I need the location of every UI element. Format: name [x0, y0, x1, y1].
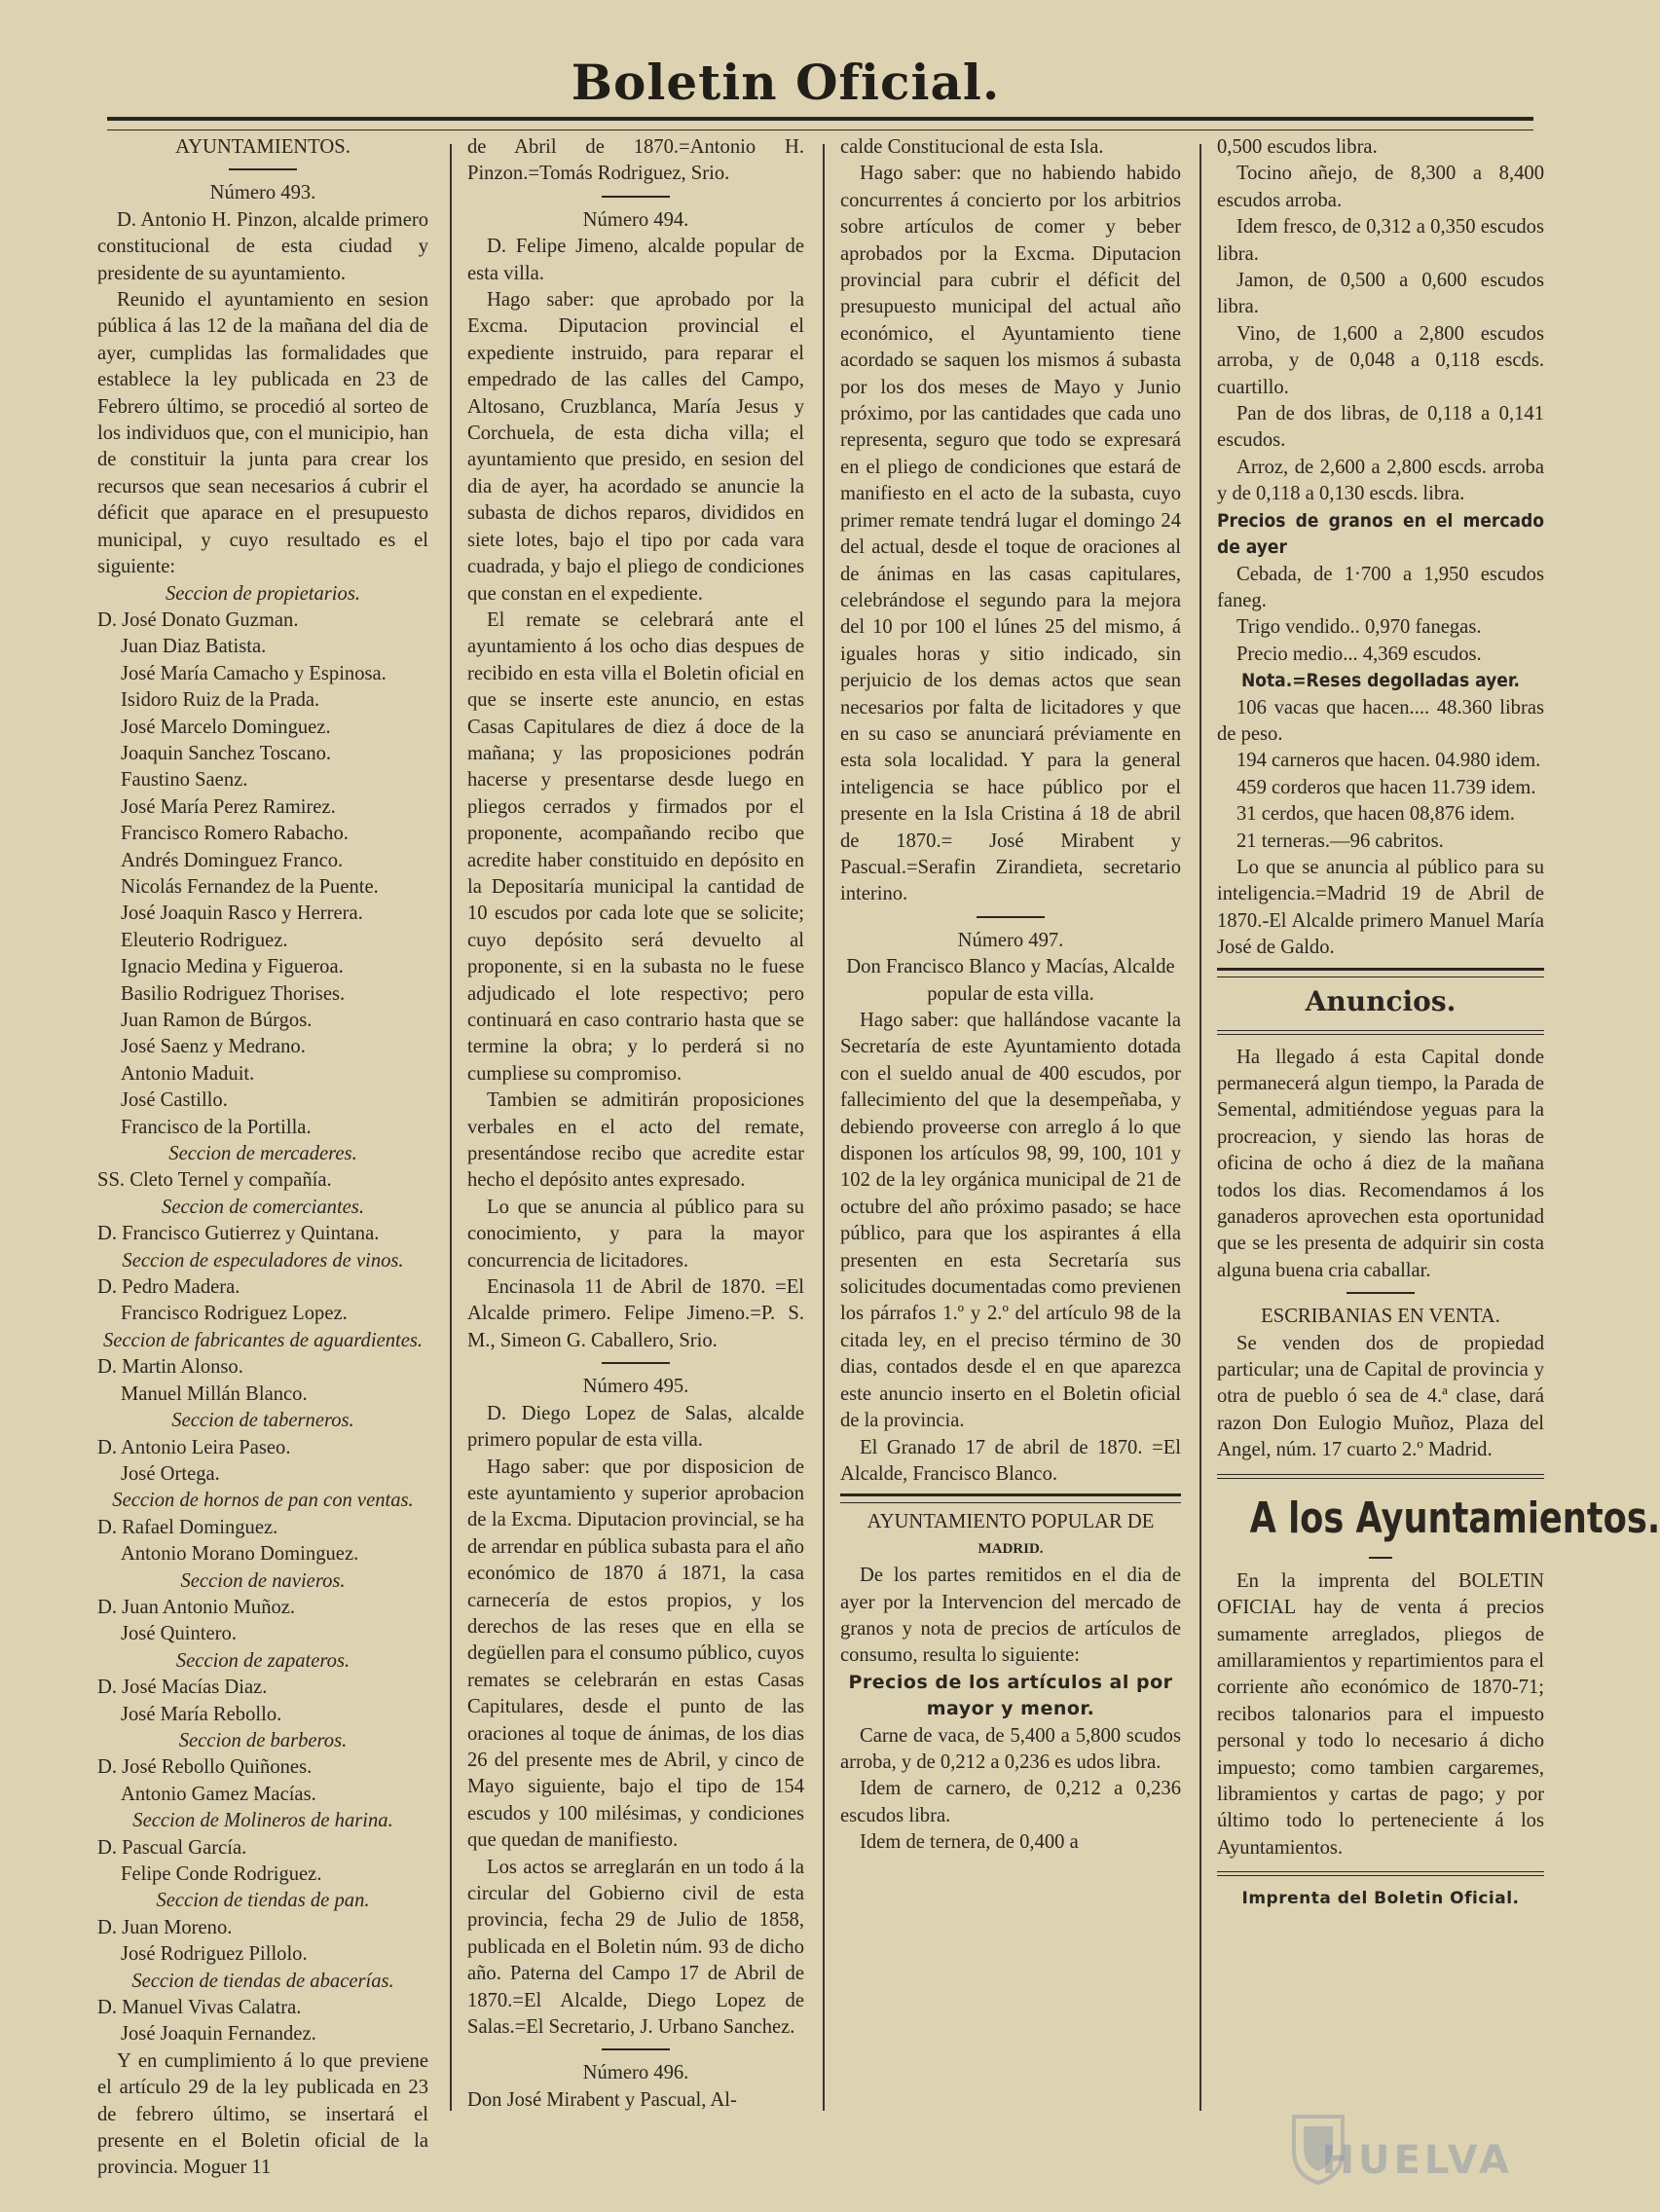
slaughter-item: 459 corderos que hacen 11.739 idem.: [1236, 776, 1536, 798]
divider: [229, 168, 297, 170]
section-title: Seccion de tiendas de abacerías.: [131, 1970, 394, 1992]
column-divider: [450, 144, 452, 2111]
price-list: [1217, 161, 1544, 507]
member-name: D. Antonio Leira Paseo.: [97, 1436, 291, 1458]
member-name: D. Francisco Gutierrez y Quintana.: [97, 1223, 380, 1245]
member-name: D. José Rebollo Quiñones.: [97, 1756, 313, 1779]
column-divider: [823, 144, 825, 2111]
divider: [1369, 1557, 1392, 1559]
madrid-city: MADRID.: [978, 1540, 1044, 1557]
price-item: Vino, de 1,600 a 2,800 escudos arroba, y de 0,048 a 0,118 escds. cuartillo.: [1217, 322, 1544, 398]
member-name: José Quintero.: [121, 1623, 237, 1645]
member-name: José María Perez Ramirez.: [121, 795, 336, 818]
notice-body: Reunido el ayuntamiento en sesion pública á las 12 de la mañana del dia de ayer, cumplidas las formalidades que establece la ley publicada en 23 de Febrero último, se procedió al sorteo de los individuos que, con el municipio, han de constituir la junta para crear los recursos que sean necesarios á cubrir el déficit que aparace en el presupuesto municipal, y cuyo resultado es el siguiente:: [97, 289, 428, 578]
anuncios-heading: Anuncios.: [1305, 984, 1457, 1017]
member-name: Basilio Rodriguez Thorises.: [121, 982, 346, 1005]
slaughter-item: 31 cerdos, que hacen 08,876 idem.: [1236, 803, 1515, 826]
member-name: José Marcelo Dominguez.: [121, 716, 331, 738]
madrid-intro: De los partes remitidos en el dia de ayer por la Intervencion del mercado de granos y nota de precios de artículos de consumo, resulta lo siguiente:: [840, 1565, 1181, 1667]
price-item: Jamon, de 0,500 a 0,600 escudos libra.: [1217, 270, 1544, 318]
member-name: José Castillo.: [121, 1089, 228, 1112]
section-title: Seccion de barberos.: [178, 1729, 348, 1751]
notice-intro: Don José Mirabent y Pascual, Al-: [467, 2088, 737, 2111]
notice-closing: Y en cumplimiento á lo que previene el artículo 29 de la ley publicada en 23 de febrero último, se insertará el presente en el Boletin oficial de la provincia. Moguer 11: [97, 2049, 428, 2179]
member-name: D. Pedro Madera.: [97, 1276, 240, 1299]
member-name: Joaquin Sanchez Toscano.: [121, 742, 332, 764]
escribanias-notice: Se venden dos de propiedad particular; una de Capital de provincia y otra de pueblo ó sea de 4.ª clase, dará razon Don Eulogio Muñoz, Plaza del Angel, núm. 17 cuarto 2.º Madrid.: [1217, 1332, 1544, 1461]
column-divider: [1199, 144, 1201, 2111]
price-item: Idem de ternera, de 0,400 a: [860, 1831, 1079, 1854]
price-item: Tocino añejo, de 8,300 a 8,400 escudos arroba.: [1217, 163, 1544, 211]
grain-item: Trigo vendido.. 0,970 fanegas.: [1236, 616, 1482, 639]
divider-thick: [840, 1493, 1181, 1503]
jury-list: [97, 581, 428, 2048]
notice-continuation: calde Constitucional de esta Isla.: [840, 136, 1104, 158]
section-title: Seccion de navieros.: [180, 1569, 346, 1592]
member-name: Manuel Millán Blanco.: [121, 1382, 308, 1405]
archive-watermark: HUELVA: [1321, 2138, 1513, 2183]
section-title: Seccion de hornos de pan con ventas.: [112, 1490, 414, 1512]
member-name: José Rodriguez Pillolo.: [121, 1943, 308, 1966]
section-title: Seccion de propietarios.: [166, 582, 360, 605]
column-4: [1217, 134, 1660, 2150]
madrid-heading: AYUNTAMIENTO POPULAR DE: [867, 1511, 1155, 1533]
member-name: José Joaquin Rasco y Herrera.: [121, 903, 363, 925]
price-item: Arroz, de 2,600 a 2,800 escds. arroba y de 0,118 a 0,130 escds. libra.: [1217, 456, 1544, 505]
price-item: Carne de vaca, de 5,400 a 5,800 scudos arroba, y de 0,212 a 0,236 es udos libra.: [840, 1724, 1181, 1773]
notice-intro: D. Antonio H. Pinzon, alcalde primero constitucional de esta ciudad y presidente de su ayuntamiento.: [97, 208, 428, 284]
section-title: Seccion de zapateros.: [175, 1649, 350, 1672]
section-title: Seccion de tiendas de pan.: [156, 1890, 370, 1912]
section-heading: AYUNTAMIENTOS.: [175, 136, 350, 158]
member-name: Antonio Gamez Macías.: [121, 1783, 316, 1805]
section-title: Seccion de mercaderes.: [168, 1143, 357, 1165]
member-name: Antonio Morano Dominguez.: [121, 1543, 359, 1566]
divider: [1346, 1292, 1415, 1294]
member-name: Faustino Saenz.: [121, 769, 248, 792]
member-name: D. José Donato Guzman.: [97, 608, 299, 631]
column-3: [840, 134, 1181, 2140]
notice-body: Tambien se admitirán proposiciones verbales en el acto del remate, presentándose recibo que acredite estar hecho el depósito antes expresado.: [467, 1089, 804, 1192]
masthead-rule: [107, 117, 1533, 130]
member-name: Juan Diaz Batista.: [121, 636, 267, 658]
divider-double: [1217, 1030, 1544, 1035]
section-title: Seccion de especuladores de vinos.: [122, 1249, 404, 1272]
notice-body: Hago saber: que aprobado por la Excma. Diputacion provincial el expediente instruido, para reparar el empedrado de las calles del Campo, Altosano, Cruzblanca, María Jesus y Corchuela, de esta dicha villa; el ayuntamiento que presido, en sesion del dia de ayer, ha acordado se anuncie la subasta de dichos reparos, divididos en siete lotes, bajo el tipo por cada vara cuadrada, y bajo el pliego de condiciones que constan en el expediente.: [467, 289, 804, 605]
member-name: Francisco Rodriguez Lopez.: [121, 1303, 348, 1325]
notice-signature: Encinasola 11 de Abril de 1870. =El Alcalde primero. Felipe Jimeno.=P. S. M., Simeon G. Caballero, Srio.: [467, 1276, 804, 1351]
stallion-notice: Ha llegado á esta Capital donde permanecerá algun tiempo, la Parada de Semental, admitiéndose yeguas para la procreacion, y siendo las horas de oficina de ocho á diez de la mañana todos los dias. Recomendamos á los ganaderos aprovechen esta oportunidad que se les presenta de adquirir sin costa alguna buena cria caballar.: [1217, 1046, 1544, 1281]
member-name: Juan Ramon de Búrgos.: [121, 1010, 313, 1031]
price-continuation: 0,500 escudos libra.: [1217, 136, 1378, 158]
masthead-title: Boletin Oficial.: [571, 54, 1001, 111]
column-2: [467, 134, 804, 2140]
member-name: SS. Cleto Ternel y compañía.: [97, 1169, 332, 1192]
member-name: José Joaquin Fernandez.: [121, 2023, 316, 2046]
price-item: Pan de dos libras, de 0,118 a 0,141 escudos.: [1217, 403, 1544, 452]
notice-intro: Don Francisco Blanco y Macías, Alcalde popular de esta villa.: [846, 956, 1175, 1005]
member-name: D. Pascual García.: [97, 1836, 247, 1859]
notice-body: El remate se celebrará ante el ayuntamiento á los ocho dias despues de recibido en esta villa el Boletin oficial en que se inserte este anuncio, en estas Casas Capitulares de diez á doce de la mañana; y las proposiciones podrán hacerse y presentarse desde luego en pliegos cerrados y firmados por el proponente, acompañando recibo que acredite haber constituido en depósito en la Depositaría municipal la cantidad de 10 escudos por cada lote que se solicite; cuyo depósito será devuelto al proponente, si en la subasta no le fuese adjudicado el lote respectivo; pero continuará en caso contrario hasta que se termine la obra; y lo perderá si no cumpliese su compromiso.: [467, 608, 804, 1085]
price-item: Idem fresco, de 0,312 a 0,350 escudos libra.: [1217, 216, 1544, 265]
grain-prices-heading: Precios de granos en el mercado de ayer: [1217, 509, 1544, 559]
slaughter-heading: Nota.=Reses degolladas ayer.: [1240, 670, 1521, 692]
member-name: Andrés Dominguez Franco.: [121, 849, 344, 871]
imprenta-notice: En la imprenta del BOLETIN OFICIAL hay de venta á precios sumamente arreglados, pliegos de amillaramientos y repartimientos para el corriente año económico de 1870-71; recibos talonarios para el impuesto personal y todo lo necesario á dicho impuesto; como tambien cargaremes, libramientos y cartas de pago; y por último todo lo perteneciente á los Ayuntamientos.: [1217, 1569, 1544, 1859]
price-item: Idem de carnero, de 0,212 a 0,236 escudos libra.: [840, 1778, 1181, 1826]
notice-number: Número 494.: [582, 208, 689, 231]
section-title: Seccion de comerciantes.: [162, 1196, 364, 1218]
member-name: Antonio Maduit.: [121, 1062, 255, 1085]
grain-item: Cebada, de 1·700 a 1,950 escudos faneg.: [1217, 563, 1544, 611]
section-title: Seccion de Molineros de harina.: [132, 1810, 393, 1832]
member-name: D. Juan Antonio Muñoz.: [97, 1596, 296, 1618]
member-name: Francisco Romero Rabacho.: [121, 823, 349, 845]
slaughter-item: 194 carneros que hacen. 04.980 idem.: [1236, 750, 1541, 772]
member-name: D. Juan Moreno.: [97, 1916, 233, 1938]
notice-continuation: de Abril de 1870.=Antonio H. Pinzon.=Tomás Rodriguez, Srio.: [467, 136, 804, 185]
notice-intro: D. Diego Lopez de Salas, alcalde primero popular de esta villa.: [467, 1402, 804, 1452]
member-name: D. Manuel Vivas Calatra.: [97, 1997, 302, 2019]
madrid-closing: Lo que se anuncia al público para su inteligencia.=Madrid 19 de Abril de 1870.-El Alcalde primero Manuel María José de Galdo.: [1217, 856, 1544, 959]
imprenta-footer: Imprenta del Boletin Oficial.: [1241, 1889, 1520, 1909]
notice-intro: D. Felipe Jimeno, alcalde popular de esta villa.: [467, 236, 804, 284]
member-name: Eleuterio Rodriguez.: [121, 929, 288, 951]
member-name: D. Rafael Dominguez.: [97, 1516, 278, 1538]
notice-number: Número 496.: [582, 2062, 689, 2084]
divider-double: [1217, 1871, 1544, 1876]
member-name: José Saenz y Medrano.: [121, 1036, 306, 1058]
ayuntamientos-heading: A los Ayuntamientos.: [1249, 1493, 1660, 1543]
divider: [602, 196, 670, 198]
prices-heading: Precios de los artículos al por mayor y menor.: [848, 1671, 1173, 1720]
slaughter-item: 106 vacas que hacen.... 48.360 libras de peso.: [1217, 696, 1544, 745]
notice-body: Los actos se arreglarán en un todo á la circular del Gobierno civil de esta provincia, fecha 29 de Julio de 1858, publicada en el Boletin núm. 93 de dicho año. Paterna del Campo 17 de Abril de 1870.=El Alcalde, Diego Lopez de Salas.=El Secretario, J. Urbano Sanchez.: [467, 1856, 804, 2039]
divider: [977, 916, 1045, 918]
member-name: Ignacio Medina y Figueroa.: [121, 956, 344, 978]
slaughter-list: [1217, 695, 1544, 855]
member-name: Isidoro Ruiz de la Prada.: [121, 689, 320, 712]
member-name: D. Martin Alonso.: [97, 1356, 243, 1379]
divider-thick: [1217, 968, 1544, 977]
member-name: Nicolás Fernandez de la Puente.: [121, 875, 379, 898]
column-1: [97, 134, 428, 2179]
divider: [602, 1362, 670, 1364]
grain-price-list: [1217, 562, 1544, 669]
escribanias-heading: ESCRIBANIAS EN VENTA.: [1261, 1306, 1500, 1328]
section-title: Seccion de taberneros.: [171, 1410, 354, 1432]
member-name: José Ortega.: [121, 1462, 220, 1485]
member-name: D. José Macías Diaz.: [97, 1677, 268, 1699]
slaughter-item: 21 terneras.—96 cabritos.: [1236, 830, 1444, 852]
grain-item: Precio medio... 4,369 escudos.: [1236, 643, 1482, 665]
notice-number: Número 497.: [957, 929, 1064, 951]
divider-double: [1217, 1474, 1544, 1479]
notice-body: Hago saber: que no habiendo habido concurrentes á concierto por los arbitrios sobre artículos de comer y beber aprobados por la Excma. Diputacion provincial para cubrir el déficit del presupuesto municipal del actual año económico, el Ayuntamiento tiene acordado se saquen los mismos á subasta por los dos meses de Mayo y Junio próximo, por las cantidades que cada uno representa, seguro que todo se expresará en el pliego de condiciones que estará de manifiesto en el acto de la subasta, cuyo primer remate tendrá lugar el domingo 24 del actual, desde el toque de oraciones al de ánimas en las casas capitulares, celebrándose el segundo para la mejora del 10 por 100 el lúnes 25 del mismo, á iguales horas y sitio indicado, sin perjuicio de los demas actos que sean necesarios por falta de licitadores y que en su caso se anunciará préviamente en esta sola localidad. Y para la general inteligencia se hace público por el presente en la Isla Cristina á 18 de abril de 1870.= José Mirabent y Pascual.=Serafin Zirandieta, secretario interino.: [840, 163, 1181, 905]
notice-body: Lo que se anuncia al público para su conocimiento, y para la mayor concurrencia de licitadores.: [467, 1196, 804, 1272]
notice-signature: El Granado 17 de abril de 1870. =El Alcalde, Francisco Blanco.: [840, 1436, 1181, 1485]
notice-number: Número 493.: [209, 182, 316, 204]
section-title: Seccion de fabricantes de aguardientes.: [102, 1329, 424, 1351]
notice-body: Hago saber: que hallándose vacante la Secretaría de este Ayuntamiento dotada con el sueldo anual de 400 escudos, por fallecimiento del que la desempeñaba, y debiendo proveerse con arreglo á lo que disponen los artículos 98, 99, 100, 101 y 102 de la ley orgánica municipal de 21 de octubre del año próximo pasado; se hace público, para que los aspirantes á ella presenten en esta Secretaría sus solicitudes documentadas como previenen los párrafos 1.º y 2.º del artículo 98 de la citada ley, en el preciso término de 30 dias, contados desde el en que aparezca este anuncio inserto en el Boletin oficial de la provincia.: [840, 1010, 1181, 1432]
divider: [602, 2048, 670, 2050]
member-name: Felipe Conde Rodriguez.: [121, 1863, 322, 1885]
notice-number: Número 495.: [582, 1376, 689, 1398]
notice-body: Hago saber: que por disposicion de este ayuntamiento y superior aprobacion de la Excma. Diputacion provincial, se ha de arrendar en pública subasta para el año económico de 1870 á 1871, la casa carnecería de estos propios, y los derechos de las reses que en ella se degüellen para el consumo público, cuyos remates se celebrarán en estas Casas Capitulares, desde el punto de las oraciones al toque de ánimas, de los dias 26 del presente mes de Abril, y cinco de Mayo siguiente, bajo el tipo de 154 escudos y 100 milésimas, y condiciones que quedan de manifiesto.: [467, 1456, 804, 1852]
member-name: Francisco de la Portilla.: [121, 1116, 312, 1138]
member-name: José María Camacho y Espinosa.: [121, 662, 387, 684]
member-name: José María Rebollo.: [121, 1703, 282, 1725]
